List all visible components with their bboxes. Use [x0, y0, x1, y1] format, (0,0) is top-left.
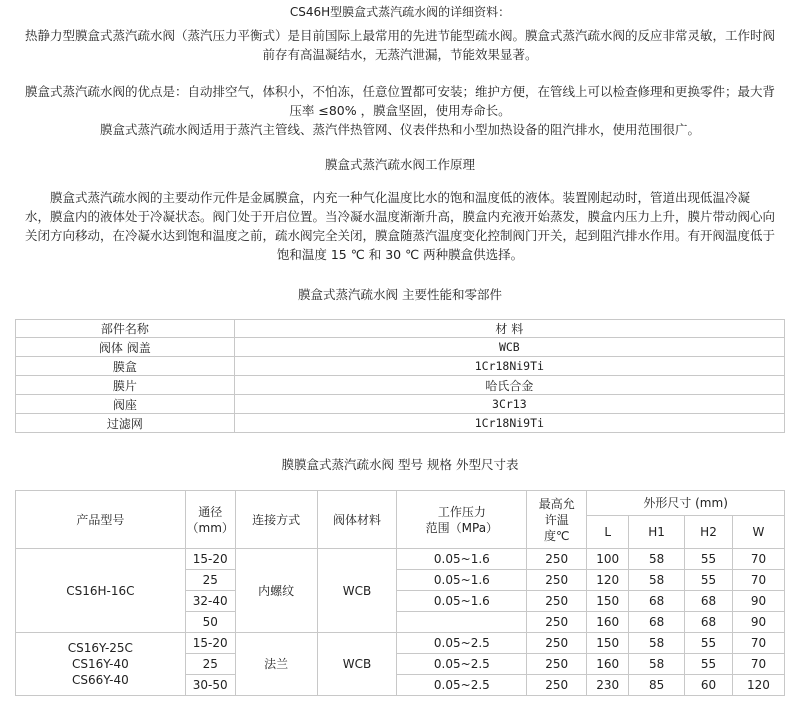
L-cell: 150: [587, 591, 629, 612]
pressure-cell: [397, 612, 527, 633]
table-row: [16, 549, 785, 570]
principle-line: 膜盒式蒸汽疏水阀的主要动作元件是金属膜盒，内充一种气化温度比水的饱和温度低的液体。装置刚起动时，管道出现低温冷凝: [49, 190, 750, 205]
principle-line: 关闭方向移动，在冷凝水达到饱和温度之前，疏水阀完全关闭，膜盒随蒸汽温度变化控制阀门开关，起到阻汽排水作用。有开阀温度低于: [24, 228, 775, 243]
diameter-cell: 15-20: [185, 633, 235, 654]
L-cell: 160: [587, 612, 629, 633]
header-connection: 连接方式: [235, 491, 317, 549]
H2-cell: 68: [685, 591, 733, 612]
H1-cell: 58: [629, 633, 685, 654]
specs-heading: 膜膜盒式蒸汽疏水阀 型号 规格 外型尺寸表: [281, 457, 519, 472]
H1-cell: 68: [629, 612, 685, 633]
principle-heading: 膜盒式蒸汽疏水阀工作原理: [324, 157, 475, 172]
page-title: CS46H型膜盒式蒸汽疏水阀的详细资料：: [289, 5, 511, 19]
header-diameter-unit: （mm）: [186, 520, 234, 535]
principle-line: 饱和温度 15 ℃ 和 30 ℃ 两种膜盒供选择。: [276, 247, 524, 262]
diameter-cell: 50: [185, 612, 235, 633]
connection-cell: 内螺纹: [235, 549, 317, 633]
header-body-material: 阀体材料: [317, 491, 397, 549]
diameter-cell: 30-50: [185, 675, 235, 696]
header-temp-line: 许温: [544, 512, 569, 527]
header-diameter: [185, 491, 235, 549]
header-pressure: [397, 491, 527, 549]
temp-cell: 250: [527, 549, 587, 570]
part-name: 阀座: [16, 395, 235, 414]
pressure-cell: 0.05~1.6: [397, 570, 527, 591]
L-cell: 120: [587, 570, 629, 591]
principle-paragraph: [0, 188, 800, 264]
W-cell: 70: [732, 633, 784, 654]
table-row: [16, 414, 785, 433]
advantages-paragraph: [0, 82, 800, 139]
table-row: [16, 376, 785, 395]
H2-cell: 55: [685, 549, 733, 570]
diameter-cell: 25: [185, 654, 235, 675]
connection-cell: 法兰: [235, 633, 317, 696]
H2-cell: 68: [685, 612, 733, 633]
principle-line: 水，膜盒内的液体处于冷凝状态。阀门处于开启位置。当冷凝水温度渐渐升高，膜盒内充液开始蒸发，膜盒内压力上升，膜片带动阀心向: [24, 209, 775, 224]
H1-cell: 58: [629, 654, 685, 675]
header-model: 产品型号: [16, 491, 186, 549]
W-cell: 90: [732, 612, 784, 633]
L-cell: 100: [587, 549, 629, 570]
advantages-line: 压率 ≤80% ，膜盒坚固，使用寿命长。: [289, 103, 511, 118]
table-header-row: [16, 320, 785, 338]
header-diameter-line: 通径: [198, 504, 223, 519]
part-material: 1Cr18Ni9Ti: [234, 414, 784, 433]
model-line: CS66Y-40: [71, 673, 129, 687]
W-cell: 120: [732, 675, 784, 696]
parts-header-material: 材 料: [234, 320, 784, 338]
H1-cell: 58: [629, 549, 685, 570]
header-dimensions: 外形尺寸 (mm): [587, 491, 785, 516]
H1-cell: 68: [629, 591, 685, 612]
table-row: [16, 338, 785, 357]
diameter-cell: 25: [185, 570, 235, 591]
parts-table: [15, 319, 785, 433]
parts-header-name: 部件名称: [16, 320, 235, 338]
W-cell: 70: [732, 570, 784, 591]
header-pressure-line: 工作压力: [437, 504, 486, 519]
H2-cell: 55: [685, 654, 733, 675]
material-cell: WCB: [317, 549, 397, 633]
pressure-cell: 0.05~2.5: [397, 654, 527, 675]
diameter-cell: 32-40: [185, 591, 235, 612]
header-pressure-unit: 范围（MPa）: [425, 520, 499, 535]
advantages-line: 膜盒式蒸汽疏水阀适用于蒸汽主管线、蒸汽伴热管网、仪表伴热和小型加热设备的阻汽排水，使用范围很广。: [99, 122, 700, 137]
L-cell: 160: [587, 654, 629, 675]
H1-cell: 58: [629, 570, 685, 591]
temp-cell: 250: [527, 570, 587, 591]
table-header-row: [16, 491, 785, 516]
model-line: CS16Y-25C: [67, 641, 133, 655]
header-W: W: [732, 516, 784, 549]
part-name: 膜片: [16, 376, 235, 395]
advantages-line: 膜盒式蒸汽疏水阀的优点是：自动排空气，体积小，不怕冻，任意位置都可安装；维护方便，在管线上可以检查修理和更换零件；最大背: [24, 84, 775, 99]
specs-table: [15, 490, 785, 696]
temp-cell: 250: [527, 591, 587, 612]
model-cell: CS16H-16C: [16, 549, 186, 633]
W-cell: 70: [732, 654, 784, 675]
part-name: 过滤网: [16, 414, 235, 433]
header-temp-line: 度℃: [543, 528, 570, 543]
model-cell: [16, 633, 186, 696]
part-material: 哈氏合金: [234, 376, 784, 395]
part-name: 阀体 阀盖: [16, 338, 235, 357]
intro-line: 热静力型膜盒式蒸汽疏水阀（蒸汽压力平衡式）是目前国际上最常用的先进节能型疏水阀。膜盒式蒸汽疏水阀的反应非常灵敏，工作时阀: [24, 28, 775, 43]
W-cell: 90: [732, 591, 784, 612]
pressure-cell: 0.05~2.5: [397, 675, 527, 696]
parts-heading: 膜盒式蒸汽疏水阀 主要性能和零部件: [298, 287, 502, 302]
temp-cell: 250: [527, 633, 587, 654]
intro-line: 前存有高温凝结水，无蒸汽泄漏，节能效果显著。: [262, 47, 538, 62]
table-row: [16, 633, 785, 654]
L-cell: 150: [587, 633, 629, 654]
pressure-cell: 0.05~1.6: [397, 591, 527, 612]
W-cell: 70: [732, 549, 784, 570]
pressure-cell: 0.05~2.5: [397, 633, 527, 654]
H2-cell: 60: [685, 675, 733, 696]
H2-cell: 55: [685, 633, 733, 654]
temp-cell: 250: [527, 612, 587, 633]
header-L: L: [587, 516, 629, 549]
pressure-cell: 0.05~1.6: [397, 549, 527, 570]
part-material: WCB: [234, 338, 784, 357]
header-temperature: [527, 491, 587, 549]
part-material: 1Cr18Ni9Ti: [234, 357, 784, 376]
header-H2: H2: [685, 516, 733, 549]
diameter-cell: 15-20: [185, 549, 235, 570]
table-row: [16, 357, 785, 376]
L-cell: 230: [587, 675, 629, 696]
temp-cell: 250: [527, 675, 587, 696]
part-material: 3Cr13: [234, 395, 784, 414]
header-H1: H1: [629, 516, 685, 549]
material-cell: WCB: [317, 633, 397, 696]
header-temp-line: 最高允: [538, 496, 575, 511]
H2-cell: 55: [685, 570, 733, 591]
temp-cell: 250: [527, 654, 587, 675]
table-row: [16, 395, 785, 414]
H1-cell: 85: [629, 675, 685, 696]
model-line: CS16Y-40: [71, 657, 129, 671]
intro-paragraph: [0, 26, 800, 64]
part-name: 膜盒: [16, 357, 235, 376]
